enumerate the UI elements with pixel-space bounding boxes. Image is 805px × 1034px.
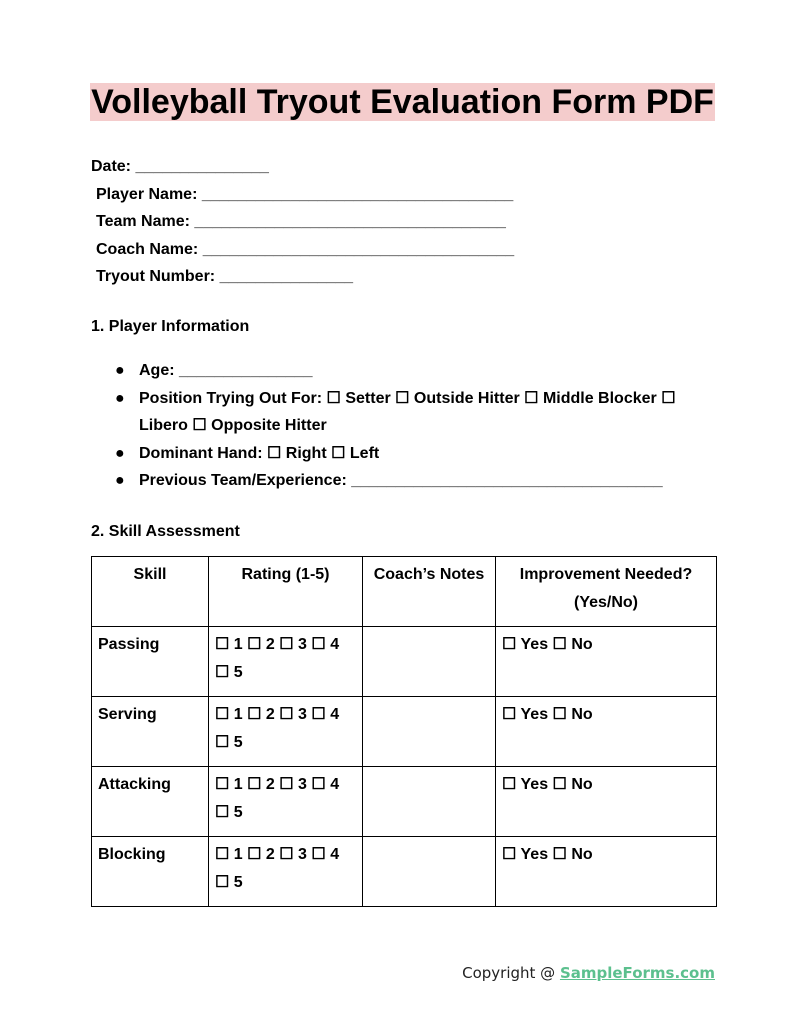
header-fields xyxy=(91,153,514,291)
improve-cell[interactable]: ☐ Yes ☐ No xyxy=(496,697,717,767)
table-row xyxy=(92,627,717,697)
list-item xyxy=(91,467,691,495)
table-row xyxy=(92,767,717,837)
field-blank: ___________________________________ xyxy=(194,213,506,230)
tryout-number-field[interactable] xyxy=(91,263,514,291)
section-heading: 2. Skill Assessment xyxy=(91,523,240,540)
improve-cell[interactable]: ☐ Yes ☐ No xyxy=(496,767,717,837)
skill-cell: Blocking xyxy=(92,837,209,907)
bullet-icon: ● xyxy=(115,444,125,462)
field-label: Coach Name: xyxy=(96,240,199,258)
field-label: Team Name: xyxy=(96,213,190,230)
title-wrap xyxy=(0,83,805,121)
rating-cell[interactable]: ☐ 1 ☐ 2 ☐ 3 ☐ 4 ☐ 5 xyxy=(209,627,363,697)
field-blank: ___________________________________ xyxy=(202,240,515,258)
field-blank: _______________ xyxy=(219,268,354,285)
list-item-text: Dominant Hand: ☐ Right ☐ Left xyxy=(139,444,380,462)
skill-cell: Attacking xyxy=(92,767,209,837)
coach-name-field[interactable] xyxy=(91,236,514,264)
copyright-text: Copyright @ xyxy=(462,964,560,982)
skill-table xyxy=(91,556,717,907)
col-header: Improvement Needed? (Yes/No) xyxy=(496,557,717,627)
list-item-text: Previous Team/Experience: ___________________________________ xyxy=(139,472,663,489)
rating-cell[interactable]: ☐ 1 ☐ 2 ☐ 3 ☐ 4 ☐ 5 xyxy=(209,697,363,767)
col-header: Coach’s Notes xyxy=(363,557,496,627)
field-label: Tryout Number: xyxy=(96,268,216,285)
copyright-footer xyxy=(462,964,715,982)
table-row xyxy=(92,837,717,907)
list-item-text: Age: _______________ xyxy=(139,362,313,379)
improve-cell[interactable]: ☐ Yes ☐ No xyxy=(496,627,717,697)
player-info-list xyxy=(91,357,691,495)
improve-cell[interactable]: ☐ Yes ☐ No xyxy=(496,837,717,907)
rating-cell[interactable]: ☐ 1 ☐ 2 ☐ 3 ☐ 4 ☐ 5 xyxy=(209,767,363,837)
notes-cell[interactable] xyxy=(363,697,496,767)
list-item xyxy=(91,385,691,440)
skill-cell: Serving xyxy=(92,697,209,767)
notes-cell[interactable] xyxy=(363,837,496,907)
table-header-row xyxy=(92,557,717,627)
bullet-icon: ● xyxy=(115,389,125,407)
date-field[interactable] xyxy=(91,153,514,181)
rating-cell[interactable]: ☐ 1 ☐ 2 ☐ 3 ☐ 4 ☐ 5 xyxy=(209,837,363,907)
list-item-text: Position Trying Out For: ☐ Setter ☐ Outside Hitter ☐ Middle Blocker ☐ Libero ☐ Opposite Hitter xyxy=(139,389,676,434)
player-name-field[interactable] xyxy=(91,181,514,209)
skill-cell: Passing xyxy=(92,627,209,697)
bullet-icon: ● xyxy=(115,472,125,489)
field-label: Player Name: xyxy=(96,185,198,203)
notes-cell[interactable] xyxy=(363,627,496,697)
notes-cell[interactable] xyxy=(363,767,496,837)
field-blank: ___________________________________ xyxy=(201,185,514,203)
col-header: Skill xyxy=(92,557,209,627)
section-heading: 1. Player Information xyxy=(91,318,250,335)
col-header: Rating (1-5) xyxy=(209,557,363,627)
list-item xyxy=(91,440,691,468)
field-blank: _______________ xyxy=(135,158,269,175)
table-row xyxy=(92,697,717,767)
field-label: Date: xyxy=(91,158,132,175)
team-name-field[interactable] xyxy=(91,208,514,236)
list-item xyxy=(91,357,691,385)
page-title: Volleyball Tryout Evaluation Form PDF xyxy=(91,83,714,121)
bullet-icon: ● xyxy=(115,362,125,379)
sampleforms-link[interactable]: SampleForms.com xyxy=(559,964,715,982)
